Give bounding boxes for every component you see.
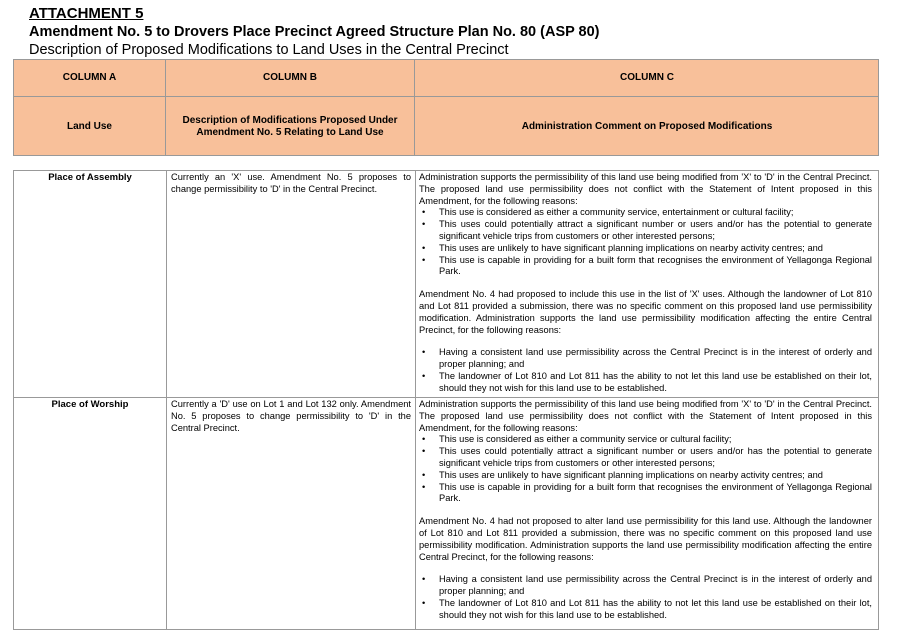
list-item: • This uses could potentially attract a significant number or users and/or has the potential to generate significant vehicle trips from customers or other interested persons; [439,219,872,243]
list-item: • This use is considered as either a community service, entertainment or cultural facility; [439,207,872,219]
reasons-list [419,434,872,505]
attachment-label: ATTACHMENT 5 [29,5,144,22]
modification-description: Currently an 'X' use. Amendment No. 5 proposes to change permissibility to 'D' in the Central Precinct. [171,172,411,194]
list-item: • This use is capable in providing for a built form that recognises the environment of Yellagonga Regional Park. [439,482,872,506]
document-description: Description of Proposed Modifications to Land Uses in the Central Precinct [29,42,509,58]
column-a-label: Land Use [66,120,112,132]
table-header [13,59,879,156]
list-item: • Having a consistent land use permissibility across the Central Precinct is in the interest of orderly and proper planning; and [439,574,872,598]
reasons-list-second [419,574,872,621]
list-item: • This uses are unlikely to have significant planning implications on nearby activity centres; and [439,470,872,482]
list-item: • This use is capable in providing for a built form that recognises the environment of Yellagonga Regional Park. [439,255,872,279]
land-use-name: Place of Worship [51,399,129,410]
column-b-label: Description of Modifications Proposed Under Amendment No. 5 Relating to Land Use [182,114,398,138]
comment-second: Amendment No. 4 had not proposed to alter land use permissibility for this land use. Although the landowner of Lot 810 and Lot 811 provided a submission, there was no specific comment on this proposed land use permissibility modification. Administration supports the land use permissibility modification affecting the entire Central Precinct, for the following reasons: [419,516,872,562]
comment-intro: Administration supports the permissibility of this land use being modified from 'X' to 'D' in the Central Precinct. The proposed land use permissibility does not conflict with the Statement of Intent proposed in this Amendment, for the following reasons: [419,172,872,206]
list-item: • The landowner of Lot 810 and Lot 811 has the ability to not let this land use be established on their lot, should they not wish for this land use to be established. [439,598,872,622]
reasons-list-second [419,347,872,394]
administration-comment [419,172,872,395]
table-row [14,398,878,630]
list-item: • This uses are unlikely to have significant planning implications on nearby activity centres; and [439,243,872,255]
land-use-name: Place of Assembly [48,172,132,183]
reasons-list [419,207,872,278]
column-c-heading: COLUMN C [620,72,674,83]
column-c-label: Administration Comment on Proposed Modifications [521,120,773,132]
list-item: • This use is considered as either a community service or cultural facility; [439,434,872,446]
document-title-block [29,5,869,59]
modification-description: Currently a 'D' use on Lot 1 and Lot 132 only. Amendment No. 5 proposes to change permissibility to 'D' in the Central Precinct. [171,399,411,433]
list-item: • The landowner of Lot 810 and Lot 811 has the ability to not let this land use be established on their lot, should they not wish for this land use to be established. [439,371,872,395]
header-column-c [415,60,879,155]
document-title: Amendment No. 5 to Drovers Place Precinct Agreed Structure Plan No. 80 (ASP 80) [29,24,600,40]
comment-second: Amendment No. 4 had proposed to include this use in the list of 'X' uses. Although the landowner of Lot 810 and Lot 811 provided a submission, there was no specific comment on this proposed land use permissibility modification. Administration supports the land use permissibility modification affecting the entire Central Precinct, for the following reasons: [419,289,872,335]
header-column-a [14,60,166,155]
administration-comment [419,399,872,622]
list-item: • This uses could potentially attract a significant number or users and/or has the potential to generate significant vehicle trips from customers or other interested persons; [439,446,872,470]
comment-intro: Administration supports the permissibility of this land use being modified from 'X' to 'D' in the Central Precinct. The proposed land use permissibility does not conflict with the Statement of Intent proposed in this Amendment, for the following reasons: [419,399,872,433]
column-a-heading: COLUMN A [62,72,117,83]
table-row [14,171,878,397]
land-use-table [13,170,879,630]
list-item: • Having a consistent land use permissibility across the Central Precinct is in the interest of orderly and proper planning; and [439,347,872,371]
header-column-b [166,60,415,155]
column-b-heading: COLUMN B [263,72,317,83]
